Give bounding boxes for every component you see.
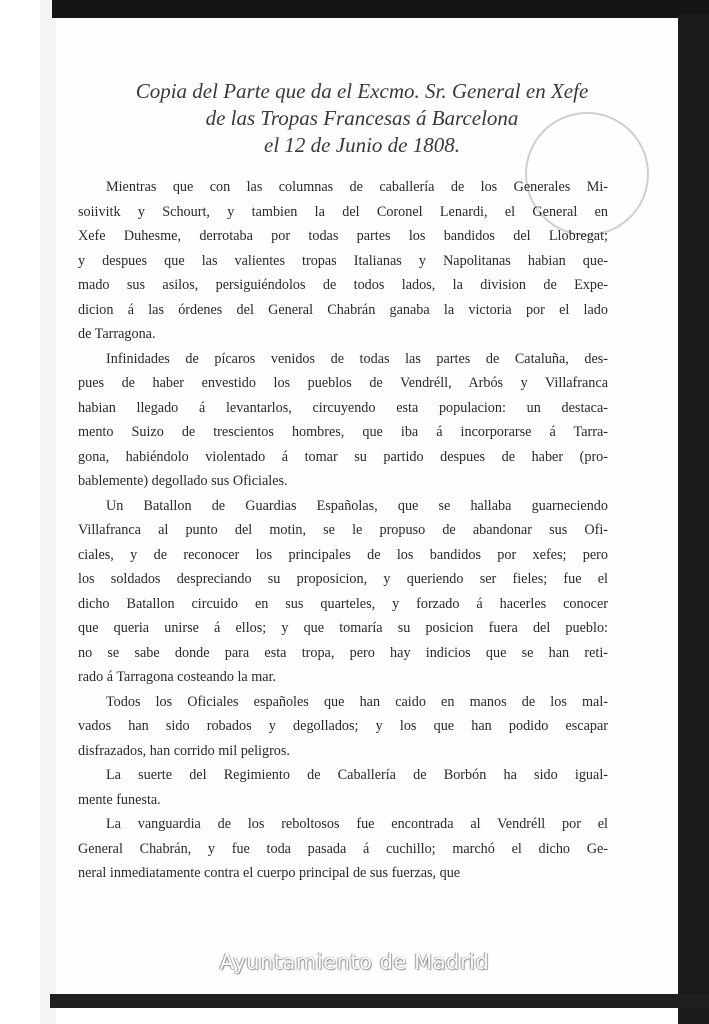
paragraph — [78, 175, 608, 347]
text-line: dicion á las órdenes del General Chabrán ganaba la victoria por el lado — [78, 301, 608, 318]
text-line: General Chabrán, y fue toda pasada á cuchillo; marchó el dicho Ge- — [78, 840, 608, 857]
text-line: mente funesta. — [78, 791, 161, 808]
text-line: mado sus asilos, persiguiéndolos de todos lados, la division de Expe- — [78, 277, 608, 293]
text-line: y despues que las valientes tropas Italianas y Napolitanas habian que- — [78, 252, 608, 269]
heading-line: Copia del Parte que da el Excmo. Sr. General en Xefe — [135, 79, 589, 103]
text-line: los soldados despreciando su proposicion, y queriendo ser fieles; fue el — [78, 571, 608, 587]
text-line: dicho Batallon circuido en sus quarteles, y forzado á hacerles conocer — [78, 595, 608, 612]
document-heading — [56, 78, 668, 159]
text-line: Xefe Duhesme, derrotaba por todas partes los bandidos del Llobregat; — [78, 228, 608, 244]
text-line: gona, habiéndolo violentado á tomar su partido despues de haber (pro- — [78, 448, 608, 465]
text-line: rado á Tarragona costeando la mar. — [78, 669, 277, 685]
heading-line: de las Tropas Francesas á Barcelona — [205, 106, 519, 130]
text-line: Todos los Oficiales españoles que han caido en manos de los mal- — [106, 693, 608, 710]
text-line: disfrazados, han corrido mil peligros. — [78, 742, 290, 759]
text-line: habian llegado á levantarlos, circuyendo esta populacion: un destaca- — [78, 399, 608, 416]
text-line: soiivitk y Schourt, y tambien la del Coronel Lenardi, el General en — [78, 203, 608, 220]
text-line: pues de haber envestido los pueblos de Vendréll, Arbós y Villafranca — [78, 375, 608, 391]
text-line: Infinidades de pícaros venidos de todas las partes de Cataluña, des- — [106, 350, 608, 367]
scan-left-margin — [40, 0, 56, 1024]
paragraph — [78, 347, 608, 494]
paragraph — [78, 690, 608, 764]
document-body — [78, 175, 608, 886]
text-line: neral inmediatamente contra el cuerpo principal de sus fuerzas, que — [78, 865, 461, 881]
paragraph — [78, 494, 608, 690]
scan-top-edge — [52, 0, 709, 18]
text-line: que queria unirse á ellos; y que tomaría su posicion fuera del pueblo: — [78, 620, 608, 636]
paragraph — [78, 763, 608, 812]
watermark: Ayuntamiento de Madrid — [219, 950, 490, 974]
heading-line: el 12 de Junio de 1808. — [264, 133, 460, 157]
text-line: no se sabe donde para esta tropa, pero hay indicios que se han reti- — [78, 644, 608, 661]
text-line: Mientras que con las columnas de caballería de los Generales Mi- — [106, 179, 608, 195]
text-line: La suerte del Regimiento de Caballería de Borbón ha sido igual- — [106, 767, 608, 783]
text-line: de Tarragona. — [78, 326, 156, 342]
text-line: Villafranca al punto del motin, se le propuso de abandonar sus Ofi- — [78, 522, 608, 538]
scan-right-edge — [678, 14, 709, 1024]
text-line: La vanguardia de los reboltosos fue encontrada al Vendréll por el — [106, 816, 608, 832]
text-line: Un Batallon de Guardias Españolas, que se hallaba guarneciendo — [106, 497, 608, 514]
text-line: vados han sido robados y degollados; y los que han podido escapar — [78, 718, 608, 734]
scan-bottom-edge — [50, 994, 709, 1008]
text-line: bablemente) degollado sus Oficiales. — [78, 473, 288, 489]
paragraph — [78, 812, 608, 886]
text-line: ciales, y de reconocer los principales de los bandidos por xefes; pero — [78, 546, 608, 563]
text-line: mento Suizo de trescientos hombres, que iba á incorporarse á Tarra- — [78, 424, 608, 440]
